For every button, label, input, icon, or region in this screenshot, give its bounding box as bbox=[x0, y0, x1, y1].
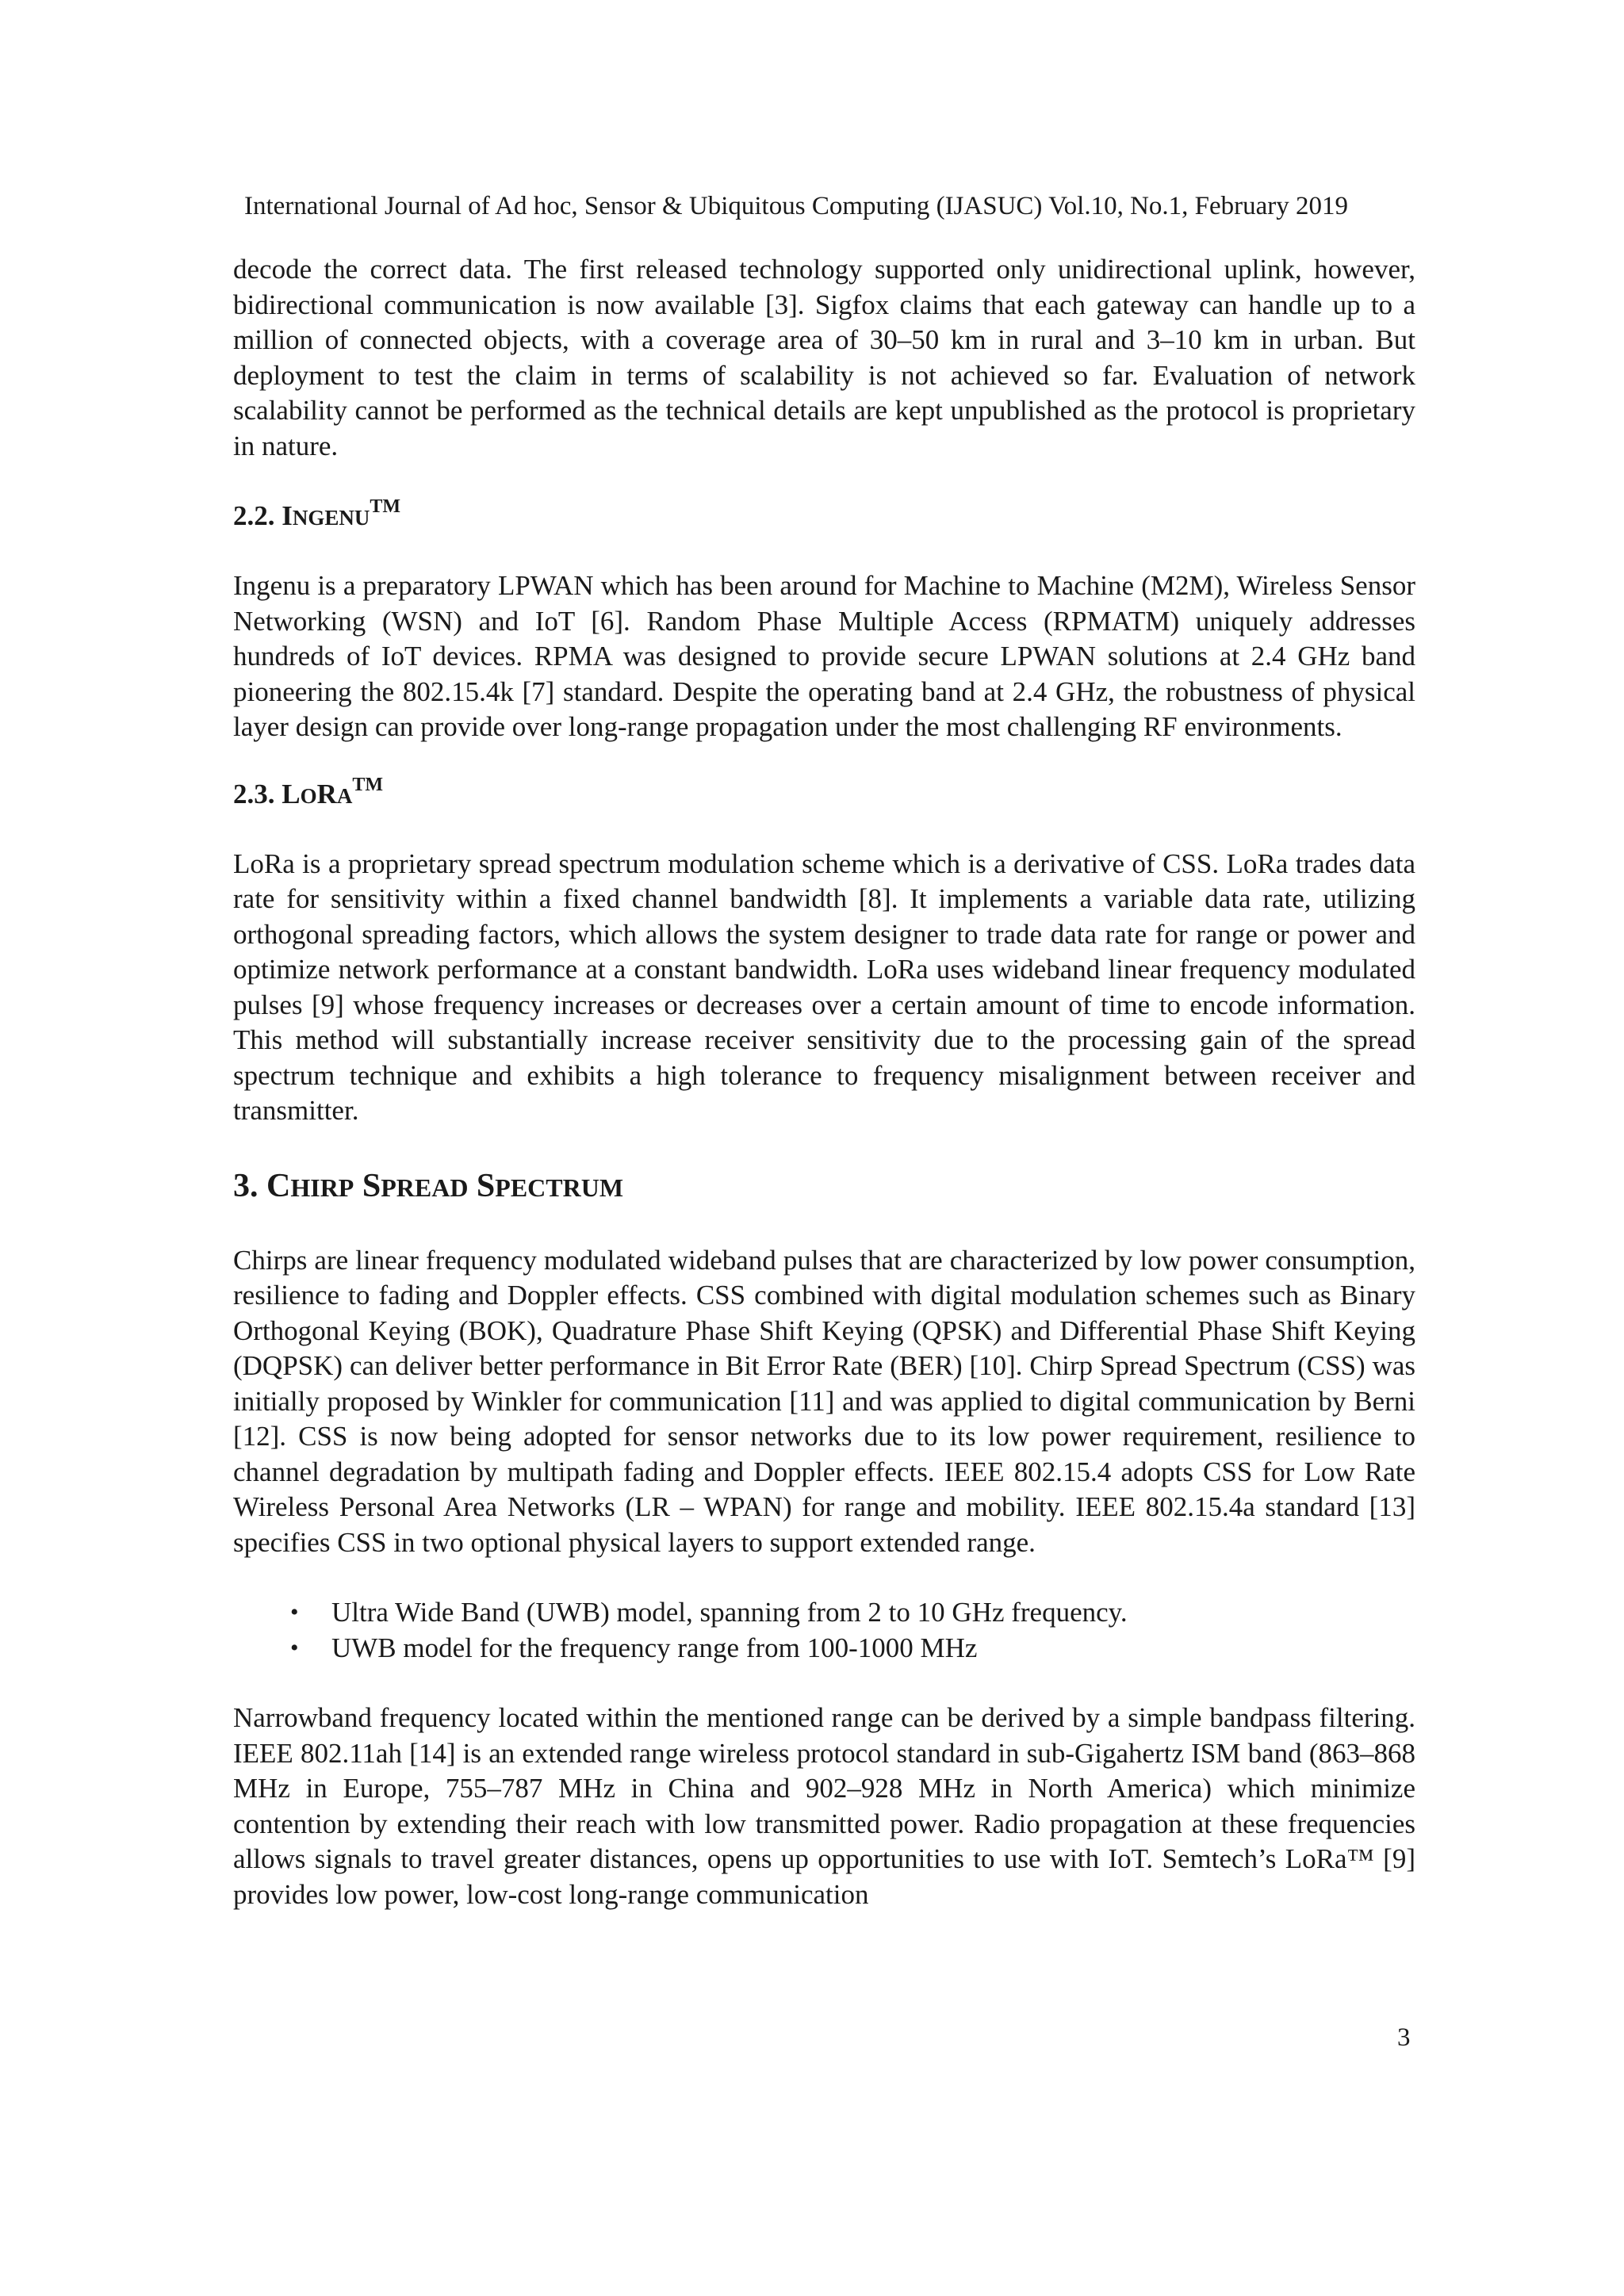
heading-ingenu-number: 2.2. bbox=[233, 500, 275, 531]
heading-ingenu-rest: NGENU bbox=[292, 506, 370, 530]
list-item bbox=[233, 1631, 1415, 1667]
paragraph-chirps: Chirps are linear frequency modulated wideband pulses that are characterized by low power consumption, resilience to fading and Doppler effects. CSS combined with digital modulation schemes such as Binary Orthogonal Keying (BOK), Quadrature Phase Shift Keying (QPSK) and Differential Phase Shift Keying (DQPSK) can deliver better performance in Bit Error Rate (BER) [10]. Chirp Spread Spectrum (CSS) was initially proposed by Winkler for communication [11] and was applied to digital communication by Berni [12]. CSS is now being adopted for sensor networks due to its low power requirement, resilience to channel degradation by multipath fading and Doppler effects. IEEE 802.15.4 adopts CSS for Low Rate Wireless Personal Area Networks (LR – WPAN) for range and mobility. IEEE 802.15.4a standard [13] specifies CSS in two optional physical layers to support extended range. bbox=[233, 1244, 1415, 1558]
paragraph-narrowband: Narrowband frequency located within the mentioned range can be derived by a simple bandpass filtering. IEEE 802.11ah [14] is an extended range wireless protocol standard in sub-Gigahertz ISM band (863–868 MHz in Europe, 755–787 MHz in China and 902–928 MHz in North America) which minimize contention by extending their reach with low transmitted power. Radio propagation at these frequencies allows signals to travel greater distances, opens up opportunities to use with IoT. Semtech’s LoRa™ [9] provides low power, low-cost long-range communication bbox=[233, 1702, 1415, 1910]
heading-chirp-spread-spectrum bbox=[233, 1165, 1415, 1208]
heading-chirp-word1-initial: C bbox=[266, 1167, 291, 1204]
paragraph-ingenu: Ingenu is a preparatory LPWAN which has been around for Machine to Machine (M2M), Wireless Sensor Networking (WSN) and IoT [6]. Random Phase Multiple Access (RPMATM) uniquely addresses hundreds of IoT devices. RPMA was designed to provide secure LPWAN solutions at 2.4 GHz band pioneering the 802.15.4k [7] standard. Despite the operating band at 2.4 GHz, the robustness of physical layer design can provide over long-range propagation under the most challenging RF environments. bbox=[233, 570, 1415, 742]
heading-lora-rest-2: A bbox=[336, 783, 353, 808]
list-item bbox=[233, 1595, 1415, 1631]
heading-ingenu bbox=[233, 496, 1415, 535]
heading-lora-initial: L bbox=[282, 778, 301, 809]
heading-lora bbox=[233, 774, 1415, 813]
page-number: 3 bbox=[1397, 2023, 1411, 2052]
heading-lora-trademark: TM bbox=[352, 774, 384, 795]
bullet-icon: • bbox=[290, 1599, 299, 1625]
bullet-icon: • bbox=[290, 1634, 299, 1661]
heading-chirp-number: 3. bbox=[233, 1167, 259, 1204]
running-header: International Journal of Ad hoc, Sensor & Ubiquitous Computing (IJASUC) Vol.10, No.1, February 2019 bbox=[244, 192, 1349, 220]
heading-lora-initial-2: R bbox=[316, 778, 337, 809]
bullet-list bbox=[233, 1595, 1415, 1666]
heading-chirp-word1-rest: HIRP bbox=[290, 1173, 354, 1202]
heading-ingenu-trademark: TM bbox=[370, 496, 401, 518]
heading-chirp-word3-initial: S bbox=[476, 1167, 496, 1204]
paragraph-sigfox-continued: decode the correct data. The first released technology supported only unidirectional uplink, however, bidirectional communication is now available [3]. Sigfox claims that each gateway can handle up to a million of connected objects, with a coverage area of 30–50 km in rural and 3–10 km in urban. But deployment to test the claim in terms of scalability is not achieved so far. Evaluation of network scalability cannot be performed as the technical details are kept unpublished as the protocol is proprietary in nature. bbox=[233, 254, 1415, 461]
list-item-text: UWB model for the frequency range from 100-1000 MHz bbox=[331, 1632, 978, 1663]
paragraph-lora: LoRa is a proprietary spread spectrum modulation scheme which is a derivative of CSS. LoRa trades data rate for sensitivity within a fixed channel bandwidth [8]. It implements a variable data rate, utilizing orthogonal spreading factors, which allows the system designer to trade data rate for range or power and optimize network performance at a constant bandwidth. LoRa uses wideband linear frequency modulated pulses [9] whose frequency increases or decreases over a certain amount of time to encode information. This method will substantially increase receiver sensitivity due to the processing gain of the spread spectrum technique and exhibits a high tolerance to frequency misalignment between receiver and transmitter. bbox=[233, 848, 1415, 1126]
heading-chirp-word2-rest: PREAD bbox=[381, 1173, 469, 1202]
heading-lora-number: 2.3. bbox=[233, 778, 275, 809]
page-body bbox=[233, 252, 1415, 1912]
heading-lora-rest: O bbox=[300, 783, 317, 808]
heading-ingenu-initial: I bbox=[282, 500, 293, 531]
heading-chirp-word2-initial: S bbox=[362, 1167, 381, 1204]
heading-chirp-word3-rest: PECTRUM bbox=[495, 1173, 624, 1202]
list-item-text: Ultra Wide Band (UWB) model, spanning from 2 to 10 GHz frequency. bbox=[331, 1597, 1128, 1628]
